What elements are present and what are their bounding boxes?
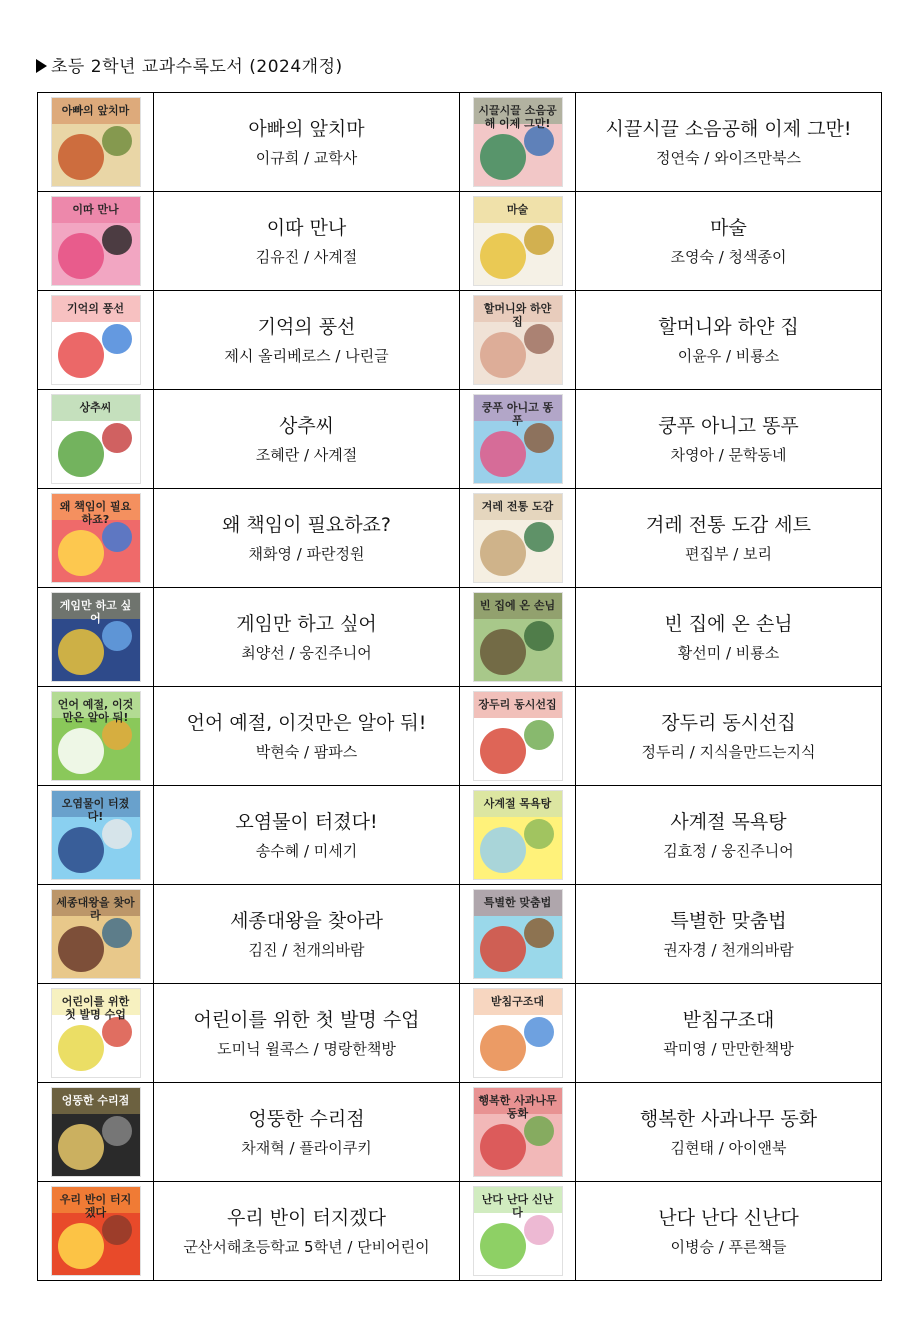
book-author: 이윤우 (677, 347, 722, 365)
book-author: 편집부 (684, 545, 729, 563)
book-title: 시끌시끌 소음공해 이제 그만! (605, 118, 852, 140)
book-title: 사계절 목욕탕 (670, 811, 787, 833)
separator: / (284, 644, 300, 662)
book-info-cell (576, 291, 882, 390)
book-publisher: 명랑한책방 (323, 1040, 396, 1058)
book-title: 오염물이 터졌다! (235, 811, 378, 833)
separator: / (728, 545, 744, 563)
cover-cell (38, 291, 154, 390)
book-publisher: 비룡소 (735, 347, 780, 365)
book-meta (154, 941, 459, 959)
book-author: 차재혁 (241, 1139, 285, 1157)
book-publisher: 만만한책방 (721, 1040, 794, 1058)
book-meta (576, 1139, 881, 1157)
book-cover-image (474, 494, 562, 582)
book-info-cell (576, 1083, 882, 1182)
book-info-cell (154, 93, 460, 192)
cover-title-text: 마술 (506, 203, 529, 216)
cover-cell (38, 1182, 154, 1281)
book-cover-image (474, 593, 562, 681)
book-cover-image (52, 791, 140, 879)
cover-title-text: 쿵푸 아니고 똥푸 (481, 401, 554, 427)
table-row (38, 291, 882, 390)
separator: / (713, 446, 729, 464)
book-title: 엉뚱한 수리점 (248, 1108, 365, 1130)
book-publisher: 파란정원 (306, 545, 365, 563)
book-author: 권자경 (663, 941, 707, 959)
book-info-cell (154, 390, 460, 489)
book-cover-image (52, 395, 140, 483)
book-publisher: 플라이쿠키 (299, 1139, 372, 1157)
cover-cell (460, 489, 576, 588)
book-title: 난다 난다 신난다 (658, 1207, 799, 1229)
book-info-cell (576, 93, 882, 192)
separator: / (713, 1238, 729, 1256)
book-author: 조혜란 (255, 446, 300, 464)
cover-title-text: 이따 만나 (72, 203, 119, 216)
book-meta (576, 446, 881, 464)
book-cover-image (52, 197, 140, 285)
book-publisher: 웅진주니어 (721, 842, 794, 860)
triangle-bullet-icon (36, 59, 47, 73)
table-row (38, 984, 882, 1083)
book-info-cell (154, 1182, 460, 1281)
book-info-cell (576, 786, 882, 885)
separator: / (291, 545, 307, 563)
book-author: 김진 (248, 941, 278, 959)
book-meta (154, 347, 459, 365)
cover-cell (38, 192, 154, 291)
separator: / (299, 842, 314, 860)
book-author: 최양선 (241, 644, 285, 662)
book-meta (576, 248, 881, 266)
cover-cell (38, 984, 154, 1083)
book-info-cell (576, 687, 882, 786)
book-title: 상추씨 (278, 415, 335, 437)
book-publisher: 웅진주니어 (299, 644, 372, 662)
table-row (38, 93, 882, 192)
cover-title-text: 할머니와 하얀 집 (483, 302, 552, 328)
book-author: 군산서해초등학교 5학년 (183, 1238, 343, 1256)
book-author: 박현숙 (255, 743, 300, 761)
book-title: 어린이를 위한 첫 발명 수업 (193, 1009, 420, 1031)
book-info-cell (576, 390, 882, 489)
book-table (37, 92, 882, 1281)
cover-title-text: 세종대왕을 찾아라 (56, 896, 135, 922)
book-title: 언어 예절, 이것만은 알아 둬! (186, 712, 427, 734)
book-author: 정두리 (641, 743, 685, 761)
book-meta (576, 149, 881, 167)
book-author: 황선미 (677, 644, 722, 662)
book-author: 정연숙 (655, 149, 700, 167)
book-info-cell (576, 885, 882, 984)
table-row (38, 885, 882, 984)
book-publisher: 비룡소 (735, 644, 780, 662)
book-author: 채화영 (248, 545, 292, 563)
cover-title-text: 우리 반이 터지겠다 (59, 1193, 132, 1219)
book-title: 겨레 전통 도감 세트 (646, 514, 811, 536)
cover-title-text: 언어 예절, 이것만은 알아 둬! (57, 698, 134, 724)
book-title: 기억의 풍선 (257, 316, 356, 338)
cover-cell (38, 588, 154, 687)
book-info-cell (154, 786, 460, 885)
book-meta (576, 1238, 881, 1256)
book-title: 받침구조대 (682, 1009, 775, 1031)
book-meta (576, 743, 881, 761)
cover-title-text: 장두리 동시선집 (478, 698, 557, 711)
page-heading (36, 52, 343, 77)
separator: / (299, 446, 314, 464)
book-publisher: 지식을만드는지식 (699, 743, 816, 761)
table-row (38, 1083, 882, 1182)
book-info-cell (154, 588, 460, 687)
book-title: 빈 집에 온 손님 (664, 613, 793, 635)
cover-title-text: 난다 난다 신난다 (481, 1193, 554, 1219)
book-title: 쿵푸 아니고 똥푸 (658, 415, 799, 437)
heading-text: 초등 2학년 교과수록도서 (2024개정) (51, 57, 343, 77)
cover-title-text: 엉뚱한 수리점 (61, 1094, 130, 1107)
book-publisher: 미세기 (313, 842, 358, 860)
separator: / (299, 743, 314, 761)
cover-title-text: 어린이를 위한 첫 발명 수업 (61, 995, 130, 1021)
book-title: 우리 반이 터지겠다 (227, 1207, 386, 1229)
book-info-cell (576, 588, 882, 687)
cover-cell (460, 390, 576, 489)
book-cover-image (52, 890, 140, 978)
book-publisher: 천개의바람 (292, 941, 365, 959)
book-title: 게임만 하고 싶어 (236, 613, 377, 635)
book-title: 할머니와 하얀 집 (658, 316, 799, 338)
book-cover-image (474, 395, 562, 483)
book-meta (154, 842, 459, 860)
book-cover-image (474, 1088, 562, 1176)
book-meta (576, 347, 881, 365)
book-info-cell (154, 192, 460, 291)
cover-title-text: 시끌시끌 소음공해 이제 그만! (478, 104, 557, 130)
book-info-cell (154, 687, 460, 786)
cover-cell (460, 885, 576, 984)
book-title: 마술 (710, 217, 747, 239)
book-cover-image (52, 692, 140, 780)
separator: / (330, 347, 346, 365)
cover-cell (460, 588, 576, 687)
book-title: 이따 만나 (266, 217, 347, 239)
separator: / (713, 248, 729, 266)
book-info-cell (576, 192, 882, 291)
book-cover-image (52, 1187, 140, 1275)
book-cover-image (474, 791, 562, 879)
book-cover-image (474, 692, 562, 780)
cover-title-text: 게임만 하고 싶어 (59, 599, 132, 625)
table-row (38, 687, 882, 786)
book-publisher: 단비어린이 (357, 1238, 430, 1256)
cover-title-text: 사계절 목욕탕 (483, 797, 552, 810)
separator: / (299, 248, 314, 266)
cover-title-text: 빈 집에 온 손님 (479, 599, 556, 612)
cover-title-text: 겨레 전통 도감 (481, 500, 554, 513)
book-meta (154, 1040, 459, 1058)
book-title: 왜 책임이 필요하죠? (222, 514, 391, 536)
book-author: 제시 올리베로스 (224, 347, 331, 365)
book-cover-image (474, 296, 562, 384)
separator: / (699, 149, 715, 167)
book-cover-image (474, 989, 562, 1077)
separator: / (308, 1040, 324, 1058)
book-meta (154, 248, 459, 266)
separator: / (284, 1139, 300, 1157)
book-publisher: 아이앤북 (728, 1139, 787, 1157)
separator: / (706, 941, 722, 959)
book-author: 이병승 (670, 1238, 714, 1256)
table-row (38, 489, 882, 588)
book-cover-image (474, 1187, 562, 1275)
book-author: 곽미영 (663, 1040, 707, 1058)
book-title: 행복한 사과나무 동화 (639, 1108, 818, 1130)
table-row (38, 1182, 882, 1281)
cover-cell (460, 1083, 576, 1182)
book-info-cell (576, 1182, 882, 1281)
book-meta (154, 446, 459, 464)
book-publisher: 와이즈만북스 (714, 149, 802, 167)
book-publisher: 사계절 (313, 248, 358, 266)
separator: / (706, 1040, 722, 1058)
cover-cell (460, 192, 576, 291)
book-info-cell (154, 885, 460, 984)
book-publisher: 나린글 (345, 347, 389, 365)
book-meta (154, 1139, 459, 1157)
book-meta (154, 1238, 459, 1256)
book-title: 아빠의 앞치마 (248, 118, 365, 140)
cover-title-text: 받침구조대 (490, 995, 545, 1008)
book-meta (576, 941, 881, 959)
book-publisher: 푸른책들 (728, 1238, 787, 1256)
cover-cell (38, 687, 154, 786)
cover-cell (460, 786, 576, 885)
cover-title-text: 기억의 풍선 (67, 302, 124, 315)
book-cover-image (52, 593, 140, 681)
book-info-cell (154, 984, 460, 1083)
separator: / (342, 1238, 358, 1256)
book-cover-image (52, 494, 140, 582)
book-author: 김유진 (255, 248, 300, 266)
table-row (38, 786, 882, 885)
book-cover-image (474, 890, 562, 978)
table-row (38, 588, 882, 687)
book-author: 김효정 (663, 842, 707, 860)
book-info-cell (576, 489, 882, 588)
cover-cell (38, 786, 154, 885)
book-meta (576, 842, 881, 860)
book-publisher: 교학사 (313, 149, 358, 167)
book-meta (576, 545, 881, 563)
book-meta (154, 644, 459, 662)
table-row (38, 192, 882, 291)
book-cover-image (52, 98, 140, 186)
book-publisher: 보리 (743, 545, 773, 563)
separator: / (721, 644, 736, 662)
cover-title-text: 행복한 사과나무 동화 (478, 1094, 557, 1120)
cover-title-text: 특별한 맞춤법 (483, 896, 552, 909)
separator: / (721, 347, 736, 365)
cover-cell (460, 1182, 576, 1281)
book-meta (154, 149, 459, 167)
cover-cell (460, 93, 576, 192)
book-meta (576, 644, 881, 662)
separator: / (299, 149, 314, 167)
separator: / (684, 743, 700, 761)
book-info-cell (576, 984, 882, 1083)
book-meta (576, 1040, 881, 1058)
book-author: 김현태 (670, 1139, 714, 1157)
book-title: 세종대왕을 찾아라 (230, 910, 383, 932)
book-publisher: 천개의바람 (721, 941, 794, 959)
book-cover-image (52, 296, 140, 384)
table-row (38, 390, 882, 489)
book-meta (154, 743, 459, 761)
book-author: 도미닉 윌콕스 (217, 1040, 309, 1058)
separator: / (277, 941, 293, 959)
cover-cell (460, 687, 576, 786)
cover-title-text: 왜 책임이 필요하죠? (59, 500, 132, 526)
cover-title-text: 상추씨 (79, 401, 112, 414)
book-author: 송수혜 (255, 842, 300, 860)
cover-cell (38, 1083, 154, 1182)
cover-cell (460, 291, 576, 390)
cover-cell (38, 885, 154, 984)
book-author: 이규희 (255, 149, 300, 167)
book-meta (154, 545, 459, 563)
book-publisher: 문학동네 (728, 446, 787, 464)
separator: / (706, 842, 722, 860)
book-info-cell (154, 1083, 460, 1182)
book-info-cell (154, 291, 460, 390)
cover-title-text: 아빠의 앞치마 (61, 104, 130, 117)
book-cover-image (52, 1088, 140, 1176)
separator: / (713, 1139, 729, 1157)
book-publisher: 사계절 (313, 446, 358, 464)
cover-cell (38, 93, 154, 192)
book-author: 조영숙 (670, 248, 714, 266)
cover-cell (38, 489, 154, 588)
book-cover-image (474, 197, 562, 285)
book-title: 특별한 맞춤법 (670, 910, 787, 932)
book-cover-image (474, 98, 562, 186)
cover-cell (460, 984, 576, 1083)
book-author: 차영아 (670, 446, 714, 464)
cover-cell (38, 390, 154, 489)
book-cover-image (52, 989, 140, 1077)
book-publisher: 청색종이 (728, 248, 787, 266)
book-title: 장두리 동시선집 (661, 712, 796, 734)
cover-title-text: 오염물이 터졌다! (61, 797, 130, 823)
book-info-cell (154, 489, 460, 588)
book-publisher: 팜파스 (313, 743, 358, 761)
